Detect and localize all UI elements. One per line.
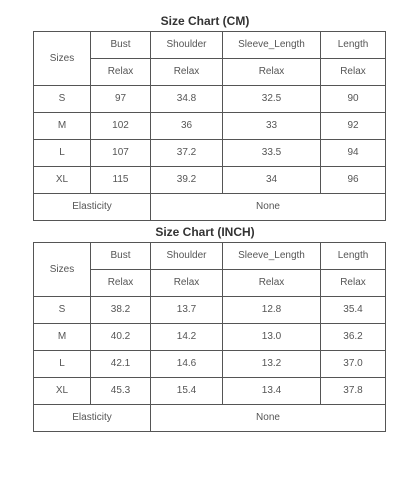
- column-header-shoulder: Shoulder: [151, 243, 223, 270]
- table-cell: 45.3: [91, 378, 151, 405]
- table-cell: 36: [151, 113, 223, 140]
- table-cell: 34.8: [151, 86, 223, 113]
- elasticity-row: [34, 194, 386, 221]
- table-cell: 115: [91, 167, 151, 194]
- fit-cell: Relax: [321, 59, 386, 86]
- elasticity-label: Elasticity: [34, 194, 151, 221]
- size-label: L: [34, 140, 91, 167]
- column-header-length: Length: [321, 243, 386, 270]
- table-cell: 96: [321, 167, 386, 194]
- elasticity-row: [34, 405, 386, 432]
- fit-cell: Relax: [151, 270, 223, 297]
- table-cell: 33: [223, 113, 321, 140]
- table-cell: 39.2: [151, 167, 223, 194]
- table-cell: 102: [91, 113, 151, 140]
- table-cell: 13.4: [223, 378, 321, 405]
- column-header-bust: Bust: [91, 32, 151, 59]
- table-cell: 15.4: [151, 378, 223, 405]
- fit-cell: Relax: [91, 270, 151, 297]
- table-cell: 13.7: [151, 297, 223, 324]
- table-cell: 37.0: [321, 351, 386, 378]
- table-row: [34, 140, 386, 167]
- column-header-sleeve-length: Sleeve_Length: [223, 32, 321, 59]
- table-row: [34, 324, 386, 351]
- size-label: S: [34, 297, 91, 324]
- table-cell: 40.2: [91, 324, 151, 351]
- header-row: [34, 243, 386, 270]
- table-cell: 34: [223, 167, 321, 194]
- table-cell: 107: [91, 140, 151, 167]
- fit-cell: Relax: [223, 270, 321, 297]
- table-cell: 94: [321, 140, 386, 167]
- table-cell: 37.8: [321, 378, 386, 405]
- fit-cell: Relax: [151, 59, 223, 86]
- fit-cell: Relax: [91, 59, 151, 86]
- table-cell: 37.2: [151, 140, 223, 167]
- table-cell: 32.5: [223, 86, 321, 113]
- table-row: [34, 86, 386, 113]
- table-row: [34, 113, 386, 140]
- table-cell: 14.2: [151, 324, 223, 351]
- size-chart-cm-title: Size Chart (CM): [160, 14, 250, 28]
- size-chart-inch-title: Size Chart (INCH): [155, 225, 255, 239]
- column-header-sleeve-length: Sleeve_Length: [223, 243, 321, 270]
- column-header-length: Length: [321, 32, 386, 59]
- size-label: L: [34, 351, 91, 378]
- table-cell: 42.1: [91, 351, 151, 378]
- table-cell: 97: [91, 86, 151, 113]
- size-chart-cm-table: [33, 31, 386, 221]
- column-header-shoulder: Shoulder: [151, 32, 223, 59]
- elasticity-value: None: [151, 194, 386, 221]
- fit-cell: Relax: [321, 270, 386, 297]
- header-row: [34, 32, 386, 59]
- table-row: [34, 378, 386, 405]
- table-cell: 35.4: [321, 297, 386, 324]
- table-cell: 14.6: [151, 351, 223, 378]
- table-row: [34, 351, 386, 378]
- table-row: [34, 297, 386, 324]
- size-chart-inch-table: [33, 242, 386, 432]
- table-cell: 90: [321, 86, 386, 113]
- table-cell: 33.5: [223, 140, 321, 167]
- table-cell: 38.2: [91, 297, 151, 324]
- elasticity-label: Elasticity: [34, 405, 151, 432]
- table-cell: 36.2: [321, 324, 386, 351]
- table-cell: 13.2: [223, 351, 321, 378]
- size-label: XL: [34, 167, 91, 194]
- elasticity-value: None: [151, 405, 386, 432]
- sizes-header: Sizes: [34, 243, 91, 297]
- column-header-bust: Bust: [91, 243, 151, 270]
- size-label: M: [34, 113, 91, 140]
- sizes-header: Sizes: [34, 32, 91, 86]
- fit-cell: Relax: [223, 59, 321, 86]
- table-cell: 12.8: [223, 297, 321, 324]
- size-label: XL: [34, 378, 91, 405]
- table-cell: 92: [321, 113, 386, 140]
- table-cell: 13.0: [223, 324, 321, 351]
- size-label: M: [34, 324, 91, 351]
- table-row: [34, 167, 386, 194]
- size-label: S: [34, 86, 91, 113]
